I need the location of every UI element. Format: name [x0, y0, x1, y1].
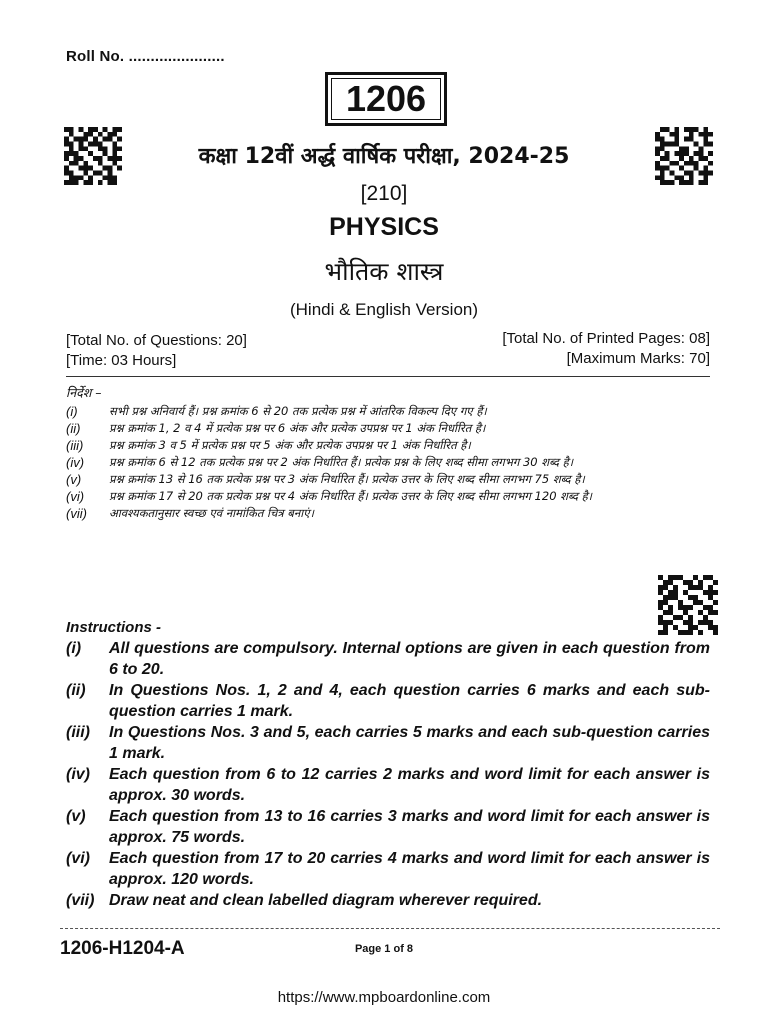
- english-instructions-heading: Instructions -: [66, 619, 162, 636]
- paper-reference-code: 1206-H1204-A: [60, 938, 185, 959]
- english-instruction-item: [66, 764, 710, 806]
- page-number: Page 1 of 8: [354, 943, 414, 955]
- item-number: (ii): [66, 682, 86, 699]
- footer-divider: [60, 928, 720, 929]
- version-label: (Hindi & English Version): [289, 300, 479, 319]
- english-instruction-item: [66, 680, 710, 722]
- item-text: Each question from 6 to 12 carries 2 marks and word limit for each answer is approx. 30 words.: [109, 766, 710, 804]
- exam-time: [Time: 03 Hours]: [66, 352, 177, 369]
- printed-pages: [Total No. of Printed Pages: 08]: [502, 330, 710, 347]
- subject-name-hindi: भौतिक शास्त्र: [324, 257, 444, 286]
- item-number: (iv): [66, 766, 90, 783]
- item-text: All questions are compulsory. Internal options are given in each question from 6 to 20.: [109, 640, 710, 678]
- item-text: प्रश्न क्रमांक 3 व 5 में प्रत्येक प्रश्न पर 5 अंक और प्रत्येक उपप्रश्न पर 1 अंक निर्धारित है।: [109, 438, 471, 452]
- hindi-instruction-item: [66, 471, 710, 488]
- english-instruction-item: [66, 848, 710, 890]
- item-number: (iii): [66, 438, 84, 453]
- item-text: प्रश्न क्रमांक 6 से 12 तक प्रत्येक प्रश्न पर 2 अंक निर्धारित हैं। प्रत्येक प्रश्न के लिए शब्द सीमा लगभग 30 शब्द है।: [109, 455, 574, 469]
- item-text: प्रश्न क्रमांक 1, 2 व 4 में प्रत्येक प्रश्न पर 6 अंक और प्रत्येक उपप्रश्न पर 1 अंक निर्धारित है।: [109, 421, 486, 435]
- item-text: Each question from 17 to 20 carries 4 marks and word limit for each answer is approx. 120 words.: [109, 850, 710, 888]
- item-text: In Questions Nos. 3 and 5, each carries 5 marks and each sub-question carries 1 mark.: [109, 724, 710, 762]
- item-number: (vi): [66, 850, 90, 867]
- item-number: (i): [66, 404, 78, 419]
- paper-code: 1206: [331, 78, 441, 120]
- hindi-instruction-item: [66, 505, 710, 522]
- maximum-marks: [Maximum Marks: 70]: [566, 350, 710, 367]
- item-text: Each question from 13 to 16 carries 3 marks and word limit for each answer is approx. 75 words.: [109, 808, 710, 846]
- item-number: (iv): [66, 455, 85, 470]
- website-url[interactable]: https://www.mpboardonline.com: [277, 989, 491, 1006]
- hindi-instructions-heading: निर्देश –: [66, 385, 102, 400]
- english-instruction-item: [66, 638, 710, 680]
- hindi-instructions: [66, 384, 710, 522]
- item-text: आवश्यकतानुसार स्वच्छ एवं नामांकित चित्र बनाएं।: [109, 506, 314, 520]
- paper-code-box: [325, 72, 447, 126]
- item-text: प्रश्न क्रमांक 17 से 20 तक प्रत्येक प्रश्न पर 4 अंक निर्धारित हैं। प्रत्येक उत्तर के लिए शब्द सीमा लगभग 120 शब्द है।: [109, 489, 593, 503]
- item-text: सभी प्रश्न अनिवार्य हैं। प्रश्न क्रमांक 6 से 20 तक प्रत्येक प्रश्न में आंतरिक विकल्प दिए गए हैं।: [109, 404, 487, 418]
- subject-code: [210]: [360, 182, 408, 205]
- item-text: Draw neat and clean labelled diagram wherever required.: [109, 892, 543, 909]
- hindi-instruction-item: [66, 454, 710, 471]
- hindi-instruction-item: [66, 403, 710, 420]
- item-text: In Questions Nos. 1, 2 and 4, each question carries 6 marks and each sub-question carries 1 mark.: [109, 682, 710, 720]
- english-instructions: [66, 619, 710, 911]
- english-instruction-item: [66, 722, 710, 764]
- roll-number-field: Roll No. ......................: [66, 48, 225, 65]
- item-number: (vi): [66, 489, 85, 504]
- subject-name-english: PHYSICS: [329, 213, 439, 241]
- item-number: (vii): [66, 506, 87, 521]
- header-divider: [66, 376, 710, 377]
- item-number: (v): [66, 472, 82, 487]
- item-number: (v): [66, 808, 86, 825]
- total-questions: [Total No. of Questions: 20]: [66, 332, 247, 349]
- item-number: (ii): [66, 421, 81, 436]
- hindi-instruction-item: [66, 437, 710, 454]
- item-number: (vii): [66, 892, 95, 909]
- hindi-instruction-item: [66, 420, 710, 437]
- item-number: (i): [66, 640, 82, 657]
- english-instruction-item: [66, 806, 710, 848]
- item-text: प्रश्न क्रमांक 13 से 16 तक प्रत्येक प्रश्न पर 3 अंक निर्धारित हैं। प्रत्येक उत्तर के लिए शब्द सीमा लगभग 75 शब्द है।: [109, 472, 585, 486]
- item-number: (iii): [66, 724, 90, 741]
- english-instruction-item: [66, 890, 710, 911]
- exam-title: कक्षा 12वीं अर्द्ध वार्षिक परीक्षा, 2024-25: [198, 144, 570, 169]
- hindi-instruction-item: [66, 488, 710, 505]
